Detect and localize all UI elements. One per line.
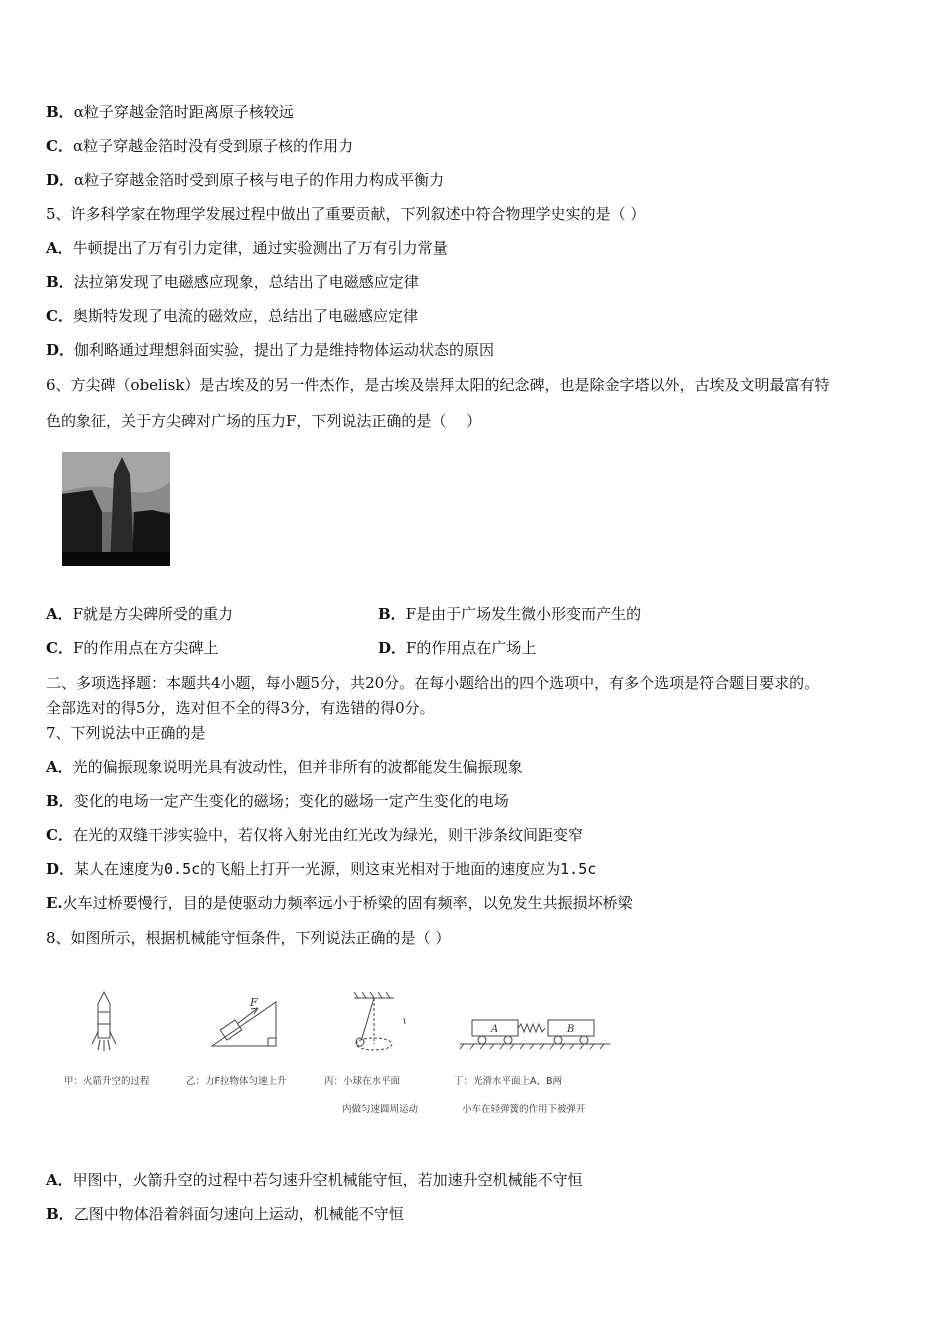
section2-heading-line2: 全部选对的得5分，选对但不全的得3分，有选错的得0分。 [46,699,435,717]
caption-ding-line1: 丁：光滑水平面上A、B两 [454,1076,563,1087]
incline-diagram [212,1002,276,1046]
q5-option-c: C．奥斯特发现了电流的磁效应，总结出了电磁感应定律 [46,307,418,325]
q5-option-d: D．伽利略通过理想斜面实验，提出了力是维持物体运动状态的原因 [46,341,495,359]
q7-option-a: A．光的偏振现象说明光具有波动性，但并非所有的波都能发生偏振现象 [46,758,523,776]
carts-diagram [460,1020,610,1049]
q6-option-d: D．F的作用点在广场上 [378,639,537,657]
q4-option-d: D．α粒子穿越金箔时受到原子核与电子的作用力构成平衡力 [46,171,445,189]
pendulum-diagram [354,992,405,1050]
q6-stem-line1: 6、方尖碑（obelisk）是古埃及的另一件杰作，是古埃及崇拜太阳的纪念碑，也是除金字塔以外，古埃及文明最富有特 [46,376,830,394]
q8-figure [62,988,622,1118]
q5-option-b: B．法拉第发现了电磁感应现象，总结出了电磁感应定律 [46,273,419,291]
q7-option-b: B．变化的电场一定产生变化的磁场；变化的磁场一定产生变化的电场 [46,792,509,810]
q4-option-b: B．α粒子穿越金箔时距离原子核较远 [46,103,294,121]
cart-a-label: A [491,1024,499,1035]
force-label-f: F [250,996,258,1009]
q6-stem-line2: 色的象征，关于方尖碑对广场的压力F，下列说法正确的是（ ） [46,412,482,430]
q7-stem: 7、下列说法中正确的是 [46,724,206,742]
caption-yi: 乙：力F拉物体匀速上升 [186,1076,287,1087]
q6-option-a: A．F就是方尖碑所受的重力 [46,605,234,623]
q4-option-c: C．α粒子穿越金箔时没有受到原子核的作用力 [46,137,354,155]
q8-option-b: B．乙图中物体沿着斜面匀速向上运动，机械能不守恒 [46,1205,404,1223]
q5-stem: 5、许多科学家在物理学发展过程中做出了重要贡献，下列叙述中符合物理学史实的是（ ） [46,205,646,223]
obelisk-photo [62,452,170,566]
caption-bing-line1: 丙：小球在水平面 [324,1076,401,1087]
caption-bing-line2: 内做匀速圆周运动 [342,1104,419,1115]
q7-option-c: C．在光的双缝干涉实验中，若仅将入射光由红光改为绿光，则干涉条纹间距变窄 [46,826,583,844]
caption-jia: 甲：火箭升空的过程 [64,1076,150,1087]
q8-option-a: A．甲图中，火箭升空的过程中若匀速升空机械能守恒，若加速升空机械能不守恒 [46,1171,583,1189]
cart-b-label: B [567,1024,575,1035]
q6-option-b: B．F是由于广场发生微小形变而产生的 [378,605,642,623]
q7-option-d: D．某人在速度为0.5c的飞船上打开一光源，则这束光相对于地面的速度应为1.5c [46,860,597,878]
q5-option-a: A．牛顿提出了万有引力定律，通过实验测出了万有引力常量 [46,239,448,257]
caption-ding-line2: 小车在轻弹簧的作用下被弹开 [462,1104,586,1115]
q7-option-e: E.火车过桥要慢行，目的是使驱动力频率远小于桥梁的固有频率，以免发生共振损坏桥梁 [46,894,633,912]
q8-stem: 8、如图所示，根据机械能守恒条件，下列说法正确的是（ ） [46,929,451,947]
rocket-diagram [92,992,116,1051]
section2-heading-line1: 二、多项选择题：本题共4小题，每小题5分，共20分。在每小题给出的四个选项中，有多个选项是符合题目要求的。 [46,674,820,692]
q6-option-c: C．F的作用点在方尖碑上 [46,639,219,657]
